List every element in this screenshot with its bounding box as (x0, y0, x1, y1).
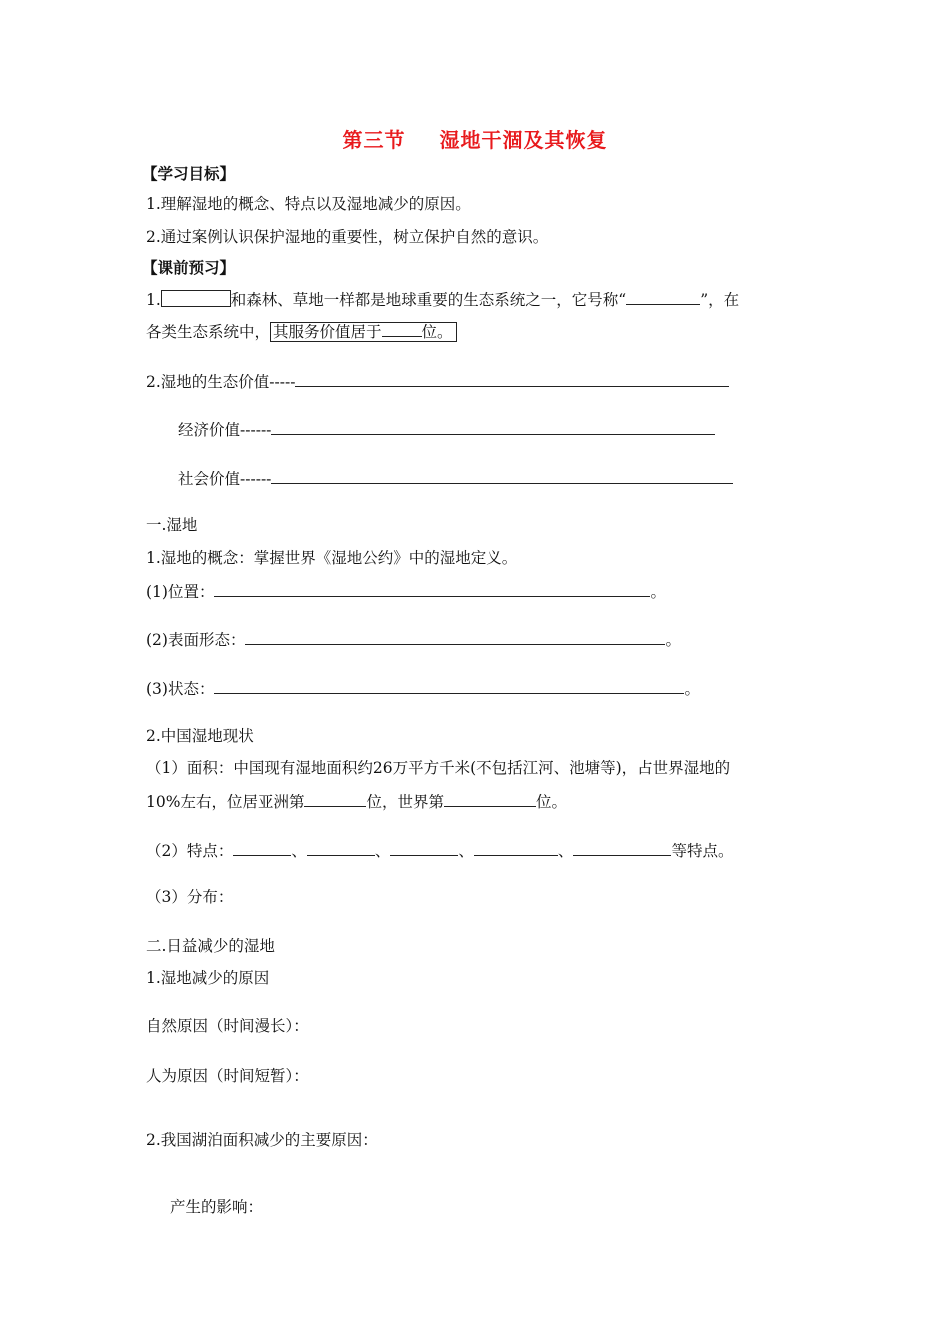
area-text-d: 位。 (535, 793, 567, 811)
surface-label: (2)表面形态： (146, 631, 246, 649)
feature-blank-3[interactable] (390, 839, 458, 856)
q1-text-e: 位。 (421, 323, 453, 341)
q2-eco-blank[interactable] (295, 370, 729, 387)
q2-social-label: 社会价值------ (178, 470, 272, 488)
preview-heading: 【课前预习】 (142, 259, 236, 277)
surface-blank[interactable] (245, 628, 665, 645)
feature-sep-1: 、 (291, 842, 307, 860)
q2-eco-label: 2.湿地的生态价值----- (146, 373, 296, 391)
q2-eco-line (146, 370, 729, 392)
goal-item-1: 1.理解湿地的概念、特点以及湿地减少的原因。 (146, 195, 471, 213)
goal-item-2: 2.通过案例认识保护湿地的重要性，树立保护自然的意识。 (146, 228, 549, 246)
area-text-b: 10%左右，位居亚洲第 (146, 793, 305, 811)
preview-q1-line1 (146, 288, 739, 310)
q2-social-blank[interactable] (271, 467, 733, 484)
q2-econ-line (178, 418, 715, 440)
state-blank[interactable] (214, 677, 684, 694)
q1-text-a: 和森林、草地一样都是地球重要的生态系统之一，它号称“ (230, 291, 627, 309)
wetland-concept: 1.湿地的概念：掌握世界《湿地公约》中的湿地定义。 (146, 549, 518, 567)
position-period: 。 (650, 583, 666, 601)
reason-heading: 1.湿地减少的原因 (146, 969, 270, 987)
page-title (0, 124, 950, 153)
state-label: (3)状态： (146, 680, 215, 698)
q2-econ-blank[interactable] (271, 418, 715, 435)
human-reason: 人为原因（时间短暂）： (146, 1067, 309, 1085)
q1-nickname-blank[interactable] (626, 288, 700, 305)
title-section: 第三节 (342, 128, 406, 152)
q1-answer-box[interactable] (161, 290, 231, 307)
world-rank-blank[interactable] (444, 790, 536, 807)
feature-blank-4[interactable] (474, 839, 558, 856)
feature-blank-2[interactable] (307, 839, 375, 856)
surface-line (146, 628, 681, 650)
feature-blank-1[interactable] (233, 839, 291, 856)
q2-econ-label: 经济价值------ (178, 421, 272, 439)
features-line (146, 839, 733, 861)
section2-heading: 二.日益减少的湿地 (146, 937, 275, 955)
q1-text-d: 其服务价值居于 (273, 323, 382, 341)
area-line-2 (146, 790, 567, 812)
area-line-1: （1）面积：中国现有湿地面积约26万平方千米(不包括江河、池塘等)，占世界湿地的 (146, 759, 731, 777)
feature-blank-5[interactable] (573, 839, 671, 856)
area-text-c: 位，世界第 (366, 793, 444, 811)
state-period: 。 (684, 680, 700, 698)
q2-social-line (178, 467, 733, 489)
feature-sep-3: 、 (458, 842, 474, 860)
position-line (146, 580, 666, 602)
surface-period: 。 (665, 631, 681, 649)
feature-sep-2: 、 (374, 842, 391, 860)
feature-sep-4: 、 (557, 842, 574, 860)
asia-rank-blank[interactable] (304, 790, 366, 807)
section1-heading: 一.湿地 (146, 516, 198, 534)
impact-label: 产生的影响： (170, 1198, 264, 1216)
q1-number: 1. (146, 291, 161, 309)
distribution-label: （3）分布： (146, 888, 234, 906)
position-label: (1)位置： (146, 583, 215, 601)
state-line (146, 677, 700, 699)
lake-reduction-question: 2.我国湖泊面积减少的主要原因： (146, 1131, 378, 1149)
q1-text-c: 各类生态系统中， (146, 323, 271, 341)
goals-heading: 【学习目标】 (142, 165, 236, 183)
q1-text-b: ”，在 (700, 291, 740, 309)
features-end: 等特点。 (671, 842, 734, 860)
natural-reason: 自然原因（时间漫长）： (146, 1017, 309, 1035)
q1-boxed-phrase (270, 322, 457, 342)
preview-q1-line2 (146, 320, 457, 342)
features-label: （2）特点： (146, 842, 234, 860)
position-blank[interactable] (214, 580, 650, 597)
q1-rank-blank[interactable] (382, 320, 422, 337)
title-topic: 湿地干涸及其恢复 (439, 128, 608, 152)
china-status-heading: 2.中国湿地现状 (146, 727, 254, 745)
